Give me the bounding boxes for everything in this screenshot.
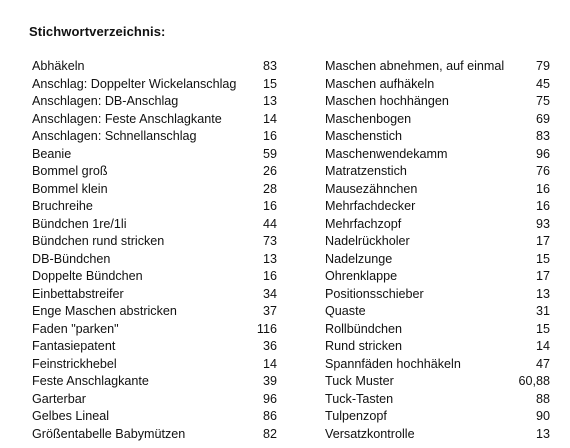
index-entry: [32, 338, 277, 356]
index-entry: [32, 426, 277, 444]
index-term: Mehrfachzopf: [325, 216, 402, 231]
index-term: Maschenstich: [325, 129, 402, 143]
index-term: Größentabelle Babymützen: [32, 426, 186, 441]
index-page-number: 14: [262, 356, 277, 371]
index-column-left: [32, 58, 277, 443]
index-term: Anschlagen: DB-Anschlag: [32, 94, 179, 108]
index-page-number: 90: [535, 409, 550, 423]
index-term: Garterbar: [32, 391, 86, 406]
index-page-number: 16: [262, 129, 277, 143]
index-term: Anschlag: Doppelter Wickelanschlag: [32, 76, 237, 91]
index-entry: [32, 163, 277, 181]
index-page-number: 75: [535, 94, 550, 108]
index-page-number: 76: [535, 164, 550, 178]
index-entry: [32, 356, 277, 374]
index-page-number: 16: [262, 199, 277, 213]
index-term: Anschlagen: Schnellanschlag: [32, 129, 197, 143]
index-page-number: 79: [535, 59, 550, 73]
index-term: Maschenwendekamm: [325, 146, 448, 161]
index-term: Ohrenklappe: [325, 269, 398, 283]
index-page-number: 88: [535, 391, 550, 406]
index-term: Einbettabstreifer: [32, 286, 124, 301]
index-term: Spannfäden hochhäkeln: [325, 356, 461, 371]
index-page-number: 60,88: [518, 374, 550, 388]
index-term: Faden "parken": [32, 321, 119, 336]
index-page-number: 16: [535, 199, 550, 213]
index-entry: [32, 76, 277, 94]
index-entry: [325, 356, 550, 374]
index-page-number: 93: [535, 216, 550, 231]
index-page-number: 14: [535, 339, 550, 353]
index-page-number: 45: [535, 76, 550, 91]
index-entry: [325, 233, 550, 251]
index-term: Maschen abnehmen, auf einmal: [325, 59, 505, 73]
index-entry: [32, 303, 277, 321]
index-page-number: 39: [262, 374, 277, 388]
index-term: Mehrfachdecker: [325, 199, 416, 213]
index-entry: [325, 338, 550, 356]
index-term: Fantasiepatent: [32, 339, 116, 353]
index-page-number: 96: [535, 146, 550, 161]
index-entry: [32, 146, 277, 164]
index-page-number: 36: [262, 339, 277, 353]
index-entry: [32, 373, 277, 391]
index-page-number: 116: [256, 321, 277, 336]
index-page-number: 15: [535, 321, 550, 336]
index-term: Nadelrückholer: [325, 234, 410, 248]
index-term: Maschen aufhäkeln: [325, 76, 435, 91]
index-page-number: 13: [535, 286, 550, 301]
index-entry: [325, 286, 550, 304]
index-page-number: 59: [262, 146, 277, 161]
index-entry: [32, 198, 277, 216]
index-page-number: 96: [262, 391, 277, 406]
index-entry: [325, 216, 550, 234]
index-entry: [325, 198, 550, 216]
index-page-number: 82: [262, 426, 277, 441]
index-page-number: 16: [535, 181, 550, 196]
index-term: Feste Anschlagkante: [32, 374, 149, 388]
index-term: DB-Bündchen: [32, 251, 111, 266]
index-entry: [325, 181, 550, 199]
index-term: Matratzenstich: [325, 164, 407, 178]
index-entry: [32, 268, 277, 286]
index-term: Positionsschieber: [325, 286, 424, 301]
index-page-number: 13: [262, 251, 277, 266]
index-term: Doppelte Bündchen: [32, 269, 143, 283]
index-entry: [325, 128, 550, 146]
index-entry: [325, 268, 550, 286]
index-term: Tulpenzopf: [325, 409, 387, 423]
index-entry: [32, 233, 277, 251]
index-entry: [325, 58, 550, 76]
index-term: Versatzkontrolle: [325, 426, 415, 441]
index-term: Maschen hochhängen: [325, 94, 449, 108]
index-page-number: 28: [262, 181, 277, 196]
index-page-number: 69: [535, 111, 550, 126]
index-entry: [32, 58, 277, 76]
index-page-number: 73: [262, 234, 277, 248]
index-entry: [32, 216, 277, 234]
index-term: Enge Maschen abstricken: [32, 304, 177, 318]
index-term: Rund stricken: [325, 339, 402, 353]
index-page-number: 13: [262, 94, 277, 108]
index-entry: [32, 251, 277, 269]
index-page-number: 34: [262, 286, 277, 301]
index-term: Tuck Muster: [325, 374, 394, 388]
index-entry: [325, 426, 550, 444]
index-term: Tuck-Tasten: [325, 391, 394, 406]
index-term: Bündchen 1re/1li: [32, 216, 127, 231]
index-term: Quaste: [325, 304, 366, 318]
index-term: Feinstrickhebel: [32, 356, 117, 371]
index-page-number: 17: [535, 234, 550, 248]
index-page-number: 15: [262, 76, 277, 91]
index-page-number: 15: [535, 251, 550, 266]
index-entry: [325, 93, 550, 111]
index-entry: [325, 303, 550, 321]
index-entry: [32, 128, 277, 146]
index-entry: [325, 391, 550, 409]
index-entry: [32, 391, 277, 409]
index-entry: [325, 321, 550, 339]
index-entry: [325, 111, 550, 129]
index-page-number: 44: [262, 216, 277, 231]
index-entry: [325, 76, 550, 94]
index-entry: [32, 181, 277, 199]
index-page-number: 83: [262, 59, 277, 73]
index-term: Rollbündchen: [325, 321, 403, 336]
index-page-number: 17: [535, 269, 550, 283]
index-term: Bündchen rund stricken: [32, 234, 165, 248]
index-page-number: 16: [262, 269, 277, 283]
index-page-number: 83: [535, 129, 550, 143]
index-term: Bruchreihe: [32, 199, 93, 213]
index-term: Abhäkeln: [32, 59, 85, 73]
index-term: Maschenbogen: [325, 111, 412, 126]
index-entry: [32, 93, 277, 111]
index-entry: [325, 373, 550, 391]
index-entry: [32, 286, 277, 304]
index-page-number: 26: [262, 164, 277, 178]
index-column-right: [325, 58, 550, 443]
index-page-number: 14: [262, 111, 277, 126]
index-page-number: 13: [535, 426, 550, 441]
index-term: Nadelzunge: [325, 251, 393, 266]
index-title: Stichwortverzeichnis:: [29, 24, 166, 39]
index-term: Mausezähnchen: [325, 181, 418, 196]
index-page-number: 37: [262, 304, 277, 318]
index-term: Anschlagen: Feste Anschlagkante: [32, 111, 222, 126]
index-entry: [325, 408, 550, 426]
index-entry: [32, 321, 277, 339]
index-page-number: 31: [535, 304, 550, 318]
index-term: Gelbes Lineal: [32, 409, 110, 423]
index-entry: [32, 408, 277, 426]
index-term: Bommel klein: [32, 181, 108, 196]
index-entry: [325, 146, 550, 164]
index-term: Beanie: [32, 146, 72, 161]
index-term: Bommel groß: [32, 164, 108, 178]
index-entry: [325, 163, 550, 181]
index-entry: [325, 251, 550, 269]
index-page-number: 47: [535, 356, 550, 371]
index-entry: [32, 111, 277, 129]
index-page-number: 86: [262, 409, 277, 423]
